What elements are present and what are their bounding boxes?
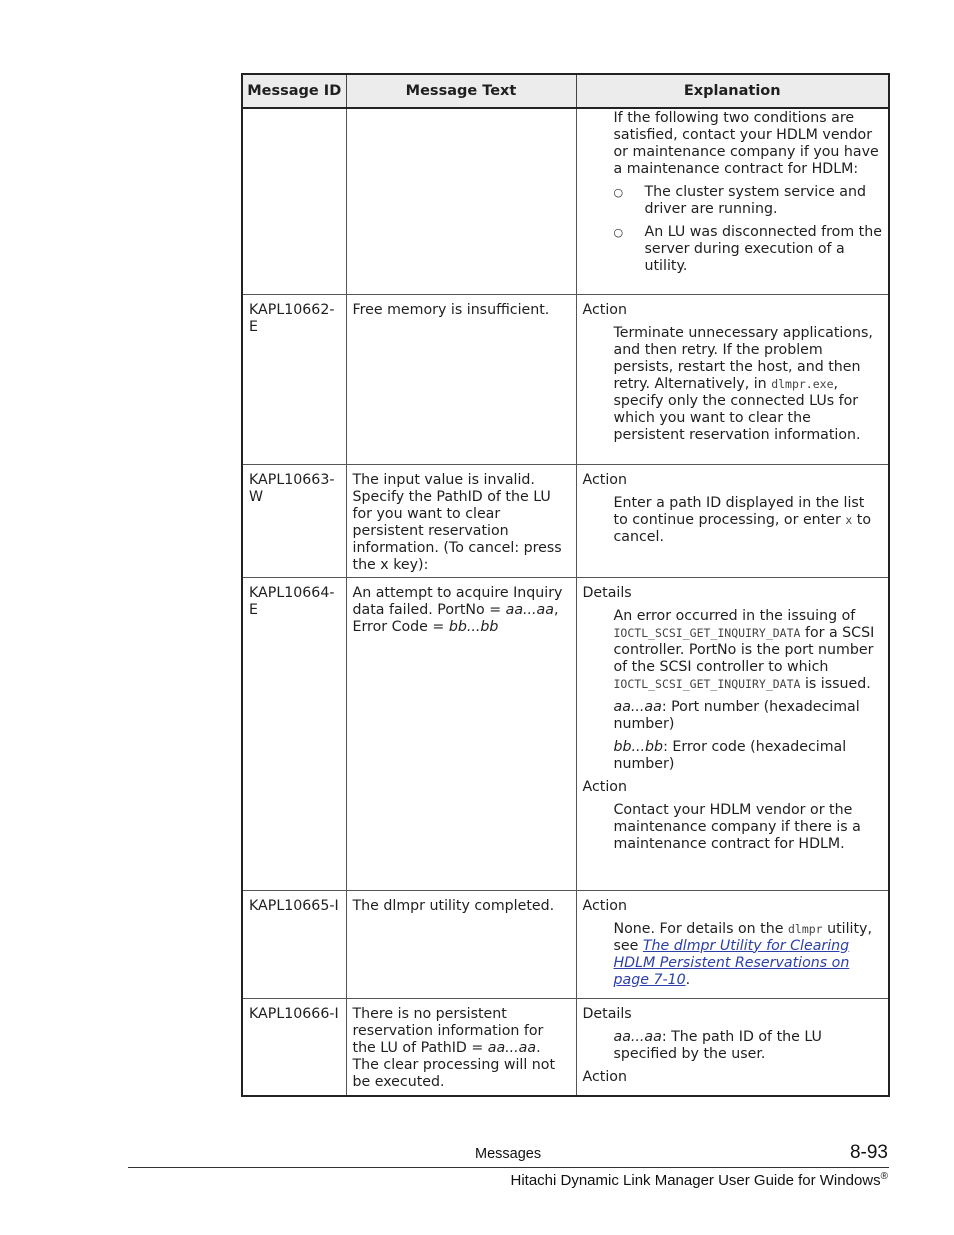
explanation-paragraph: Enter a path ID displayed in the list to continue processing, or enter x to cancel. [613, 494, 872, 545]
message-id-cell: KAPL10663-W [242, 464, 346, 577]
condition-list [614, 184, 884, 275]
message-id-cell [242, 108, 346, 294]
header-message-text: Message Text [346, 74, 576, 108]
footer-doc-title: Hitachi Dynamic Link Manager User Guide for Windows® [510, 1171, 888, 1189]
code-text: dlmpr [787, 921, 823, 936]
variable-text: aa...aa [487, 1039, 537, 1056]
variable-text: aa...aa [505, 601, 554, 618]
explanation-cell [576, 890, 889, 998]
explanation-paragraph: Terminate unnecessary applications, and then retry. If the problem persists, restart the host, and then retry. Alternatively, in dlmpr.exe, specify only the connected LUs for which you want to clear the persistent reservation information. [613, 324, 873, 443]
header-explanation: Explanation [576, 74, 889, 108]
page-number: 8-93 [849, 1142, 888, 1163]
code-text: IOCTL_SCSI_GET_INQUIRY_DATA [613, 676, 801, 691]
message-text-cell [346, 108, 576, 294]
table-row [242, 464, 889, 577]
code-text: x [845, 512, 853, 527]
messages-table [241, 73, 890, 1097]
table-row [242, 998, 889, 1096]
table-row [242, 294, 889, 464]
section-heading: Details [582, 584, 632, 601]
table-row [242, 108, 889, 294]
explanation-cell [576, 294, 889, 464]
list-item: ○ An LU was disconnected from the server during execution of a utility. [613, 224, 882, 274]
footer-divider [128, 1167, 889, 1168]
explanation-paragraph: An error occurred in the issuing of IOCTL_SCSI_GET_INQUIRY_DATA for a SCSI controller. PortNo is the port number of the SCSI controller to which IOCTL_SCSI_GET_INQUIRY_DATA is issued. [613, 607, 875, 692]
explanation-cell [576, 998, 889, 1096]
explanation-cell [576, 464, 889, 577]
section-heading: Action [582, 301, 627, 318]
table-row [242, 577, 889, 890]
message-text-cell: The input value is invalid. Specify the PathID of the LU for you want to clear persistent reservation information. (To cancel: press the x key): [346, 464, 576, 577]
message-text-cell: An attempt to acquire Inquiry data failed. PortNo = aa...aa, Error Code = bb...bb [346, 577, 576, 890]
explanation-paragraph: aa...aa: The path ID of the LU specified by the user. [613, 1028, 822, 1062]
section-heading: Details [582, 1005, 632, 1022]
explanation-paragraph: aa...aa: Port number (hexadecimal number) [613, 698, 860, 732]
code-text: dlmpr.exe [771, 376, 834, 391]
message-text-cell: The dlmpr utility completed. [346, 890, 576, 998]
footer-section-name: Messages [475, 1146, 542, 1162]
explanation-paragraph: bb...bb: Error code (hexadecimal number) [613, 738, 847, 772]
table-header-row [242, 74, 889, 108]
dlmpr-utility-link[interactable]: The dlmpr Utility for Clearing HDLM Persistent Reservations on page 7-10 [613, 937, 850, 988]
list-item: ○ The cluster system service and driver are running. [613, 184, 866, 217]
section-heading: Action [582, 1068, 627, 1085]
code-text: IOCTL_SCSI_GET_INQUIRY_DATA [613, 625, 801, 640]
message-text-cell: Free memory is insufficient. [346, 294, 576, 464]
table-row [242, 890, 889, 998]
message-id-cell: KAPL10666-I [242, 998, 346, 1096]
explanation-paragraph: Contact your HDLM vendor or the maintenance company if there is a maintenance contract for HDLM. [613, 801, 861, 852]
explanation-cell [576, 577, 889, 890]
bullet-icon: ○ [613, 226, 624, 239]
registered-mark: ® [880, 1171, 888, 1182]
explanation-paragraph: None. For details on the dlmpr utility, see The dlmpr Utility for Clearing HDLM Persistent Reservations on page 7-10. [613, 920, 872, 988]
message-id-cell: KAPL10665-I [242, 890, 346, 998]
section-heading: Action [582, 897, 627, 914]
section-heading: Action [582, 471, 627, 488]
message-id-cell: KAPL10662-E [242, 294, 346, 464]
message-text-cell: There is no persistent reservation information for the LU of PathID = aa...aa. The clear processing will not be executed. [346, 998, 576, 1096]
explanation-paragraph: If the following two conditions are satisfied, contact your HDLM vendor or maintenance company if you have a maintenance contract for HDLM: [613, 110, 879, 177]
bullet-icon: ○ [613, 186, 624, 199]
section-heading: Action [582, 778, 627, 795]
header-message-id: Message ID [242, 74, 346, 108]
message-id-cell: KAPL10664-E [242, 577, 346, 890]
variable-text: bb...bb [448, 618, 499, 635]
explanation-cell [576, 108, 889, 294]
